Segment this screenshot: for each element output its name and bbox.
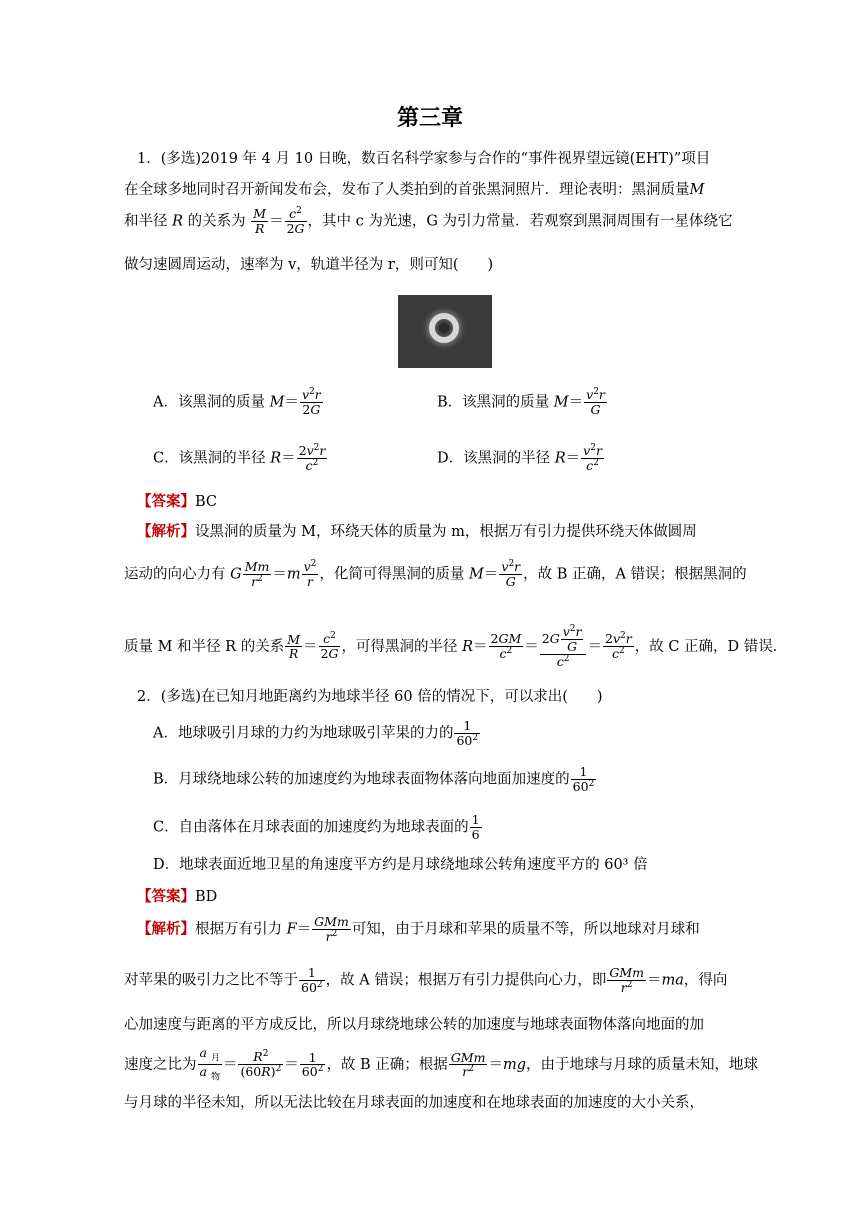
q2-answer: 【答案】BD (137, 888, 218, 905)
q1-analysis-line-1: 【解析】设黑洞的质量为 M，环绕天体的质量为 m，根据万有引力提供环绕天体做圆周 (137, 523, 697, 540)
fraction: $\frac{\text{GMm}}{r^2}$ (314, 914, 349, 944)
fraction: $\frac{v^2r}{2G}$ (301, 387, 321, 417)
q1-line-1: 1．(多选)2019 年 4 月 10 日晚，数百名科学家参与合作的“事件视界望远镜(EHT)”项目 (137, 151, 711, 167)
fraction: $\frac{1}{60^2}$ (301, 1049, 324, 1080)
q2-analysis-line-4: 速度之比为 $\frac{a _月}{a _物}$ ＝ $\frac{R^2}{(60R)^2}$ ＝ $\frac{1}{60^2}$ ，故 B 正确；根据 $\frac{\text{GMm}}{r^2}$ ＝mg，由于地球与月球的质量未知，地球 (124, 1045, 758, 1083)
q2-analysis-line-5: 与月球的半径未知，所以无法比较在月球表面的加速度和在地球表面的加速度的大小关系， (124, 1095, 704, 1111)
fraction: $\frac{R^2}{(60R)^2}$ (240, 1049, 282, 1080)
q1-line-4: 做匀速圆周运动，速率为 v，轨道半径为 r，则可知( ) (124, 257, 494, 273)
fraction: $\frac{\text{GMm}}{r^2}$ (609, 965, 644, 995)
fraction: $\frac{c^2}{2G}$ (320, 631, 339, 662)
q2-option-d: D．地球表面近地卫星的角速度平方约是月球绕地球公转角速度平方的 60³ 倍 (153, 857, 648, 873)
fraction: $\frac{v^2r}{G}$ (501, 559, 521, 589)
fraction: $\frac{1}{60^2}$ (456, 718, 479, 748)
q1-answer: 【答案】BC (137, 493, 218, 510)
black-hole-photo (398, 295, 492, 368)
fraction: $\frac{1}{6}$ (471, 812, 480, 842)
q1-line-3: 和半径 R 的关系为 $\frac{M}{R}$ ＝ $\frac{c^2}{2G}$ ，其中 c 为光速，G 为引力常量．若观察到黑洞周围有一星体绕它 (124, 206, 733, 236)
q1-option-d: D．该黑洞的半径 R＝ $\frac{v^2r}{c^2}$ (437, 443, 602, 474)
fraction: $\frac{1}{60^2}$ (572, 764, 595, 794)
fraction: $\frac{v^2}{r}$ (303, 559, 317, 589)
fraction: $\frac{M}{R}$ (287, 631, 301, 662)
q1-analysis-line-2: 运动的向心力有 G $\frac{Mm}{r^2}$ ＝m $\frac{v^2}{r}$ ，化简可得黑洞的质量 M＝ $\frac{v^2r}{G}$ ，故 B 正确，A 错误；根据黑洞的 (124, 559, 747, 589)
fraction: $\frac{1}{60^2}$ (301, 965, 323, 995)
q2-option-a: A．地球吸引月球的力约为地球吸引苹果的力的 $\frac{1}{60^2}$ (153, 718, 479, 748)
q1-option-c: C．该黑洞的半径 R＝ $\frac{2v^2r}{c^2}$ (153, 443, 326, 474)
fraction: $\frac{\text{GMm}}{r^2}$ (450, 1049, 486, 1080)
fraction: $\frac{v^2r}{G}$ (586, 387, 605, 417)
fraction: $\frac{Mm}{r^2}$ (244, 559, 270, 589)
q1-line-2: 在全球多地同时召开新闻发布会，发布了人类拍到的首张黑洞照片．理论表明：黑洞质量M (124, 182, 705, 198)
q2-analysis-line-1: 【解析】根据万有引力 F＝ $\frac{\text{GMm}}{r^2}$ 可知，由于月球和苹果的质量不等，所以地球对月球和 (137, 914, 700, 944)
q2-analysis-line-2: 对苹果的吸引力之比不等于 $\frac{1}{60^2}$ ，故 A 错误；根据万有引力提供向心力，即 $\frac{\text{GMm}}{r^2}$ ＝ma，得向 (124, 965, 728, 995)
fraction: $\frac{a _月}{a _物}$ (199, 1045, 220, 1083)
fraction: 2G $\frac{v^2r}{G}$ $c^2$ (540, 625, 587, 669)
page-title: 第三章 (396, 105, 463, 131)
q2-option-b: B．月球绕地球公转的加速度约为地球表面物体落向地面加速度的 $\frac{1}{60^2}$ (153, 764, 595, 794)
fraction: $\frac{c^2}{2G}$ (286, 206, 305, 236)
q1-option-a: A．该黑洞的质量 M＝ $\frac{v^2r}{2G}$ (153, 387, 321, 417)
fraction: $\frac{2GM}{c^2}$ (490, 631, 522, 662)
fraction: $\frac{2v^2r}{c^2}$ (604, 631, 632, 662)
q1-option-b: B．该黑洞的质量 M＝ $\frac{v^2r}{G}$ (437, 387, 605, 417)
q2-line-1: 2．(多选)在已知月地距离约为地球半径 60 倍的情况下，可以求出( ) (137, 689, 603, 705)
q1-analysis-line-3: 质量 M 和半径 R 的关系 $\frac{M}{R}$ ＝ $\frac{c^2}{2G}$ ，可得黑洞的半径 R＝ $\frac{2GM}{c^2}$ ＝ 2G $\frac{v^2r}{G}$ $c^2$ ＝ $\frac{2v^2r}{c^2}$ ，故 C 正确，D 错误． (124, 624, 788, 669)
fraction: $\frac{2v^2r}{c^2}$ (298, 443, 326, 474)
fraction: $\frac{M}{R}$ (253, 206, 267, 236)
q2-analysis-line-3: 心加速度与距离的平方成反比，所以月球绕地球公转的加速度与地球表面物体落向地面的加 (124, 1017, 704, 1033)
q2-option-c: C．自由落体在月球表面的加速度约为地球表面的 $\frac{1}{6}$ (153, 812, 480, 842)
fraction: $\frac{v^2r}{c^2}$ (583, 443, 602, 474)
